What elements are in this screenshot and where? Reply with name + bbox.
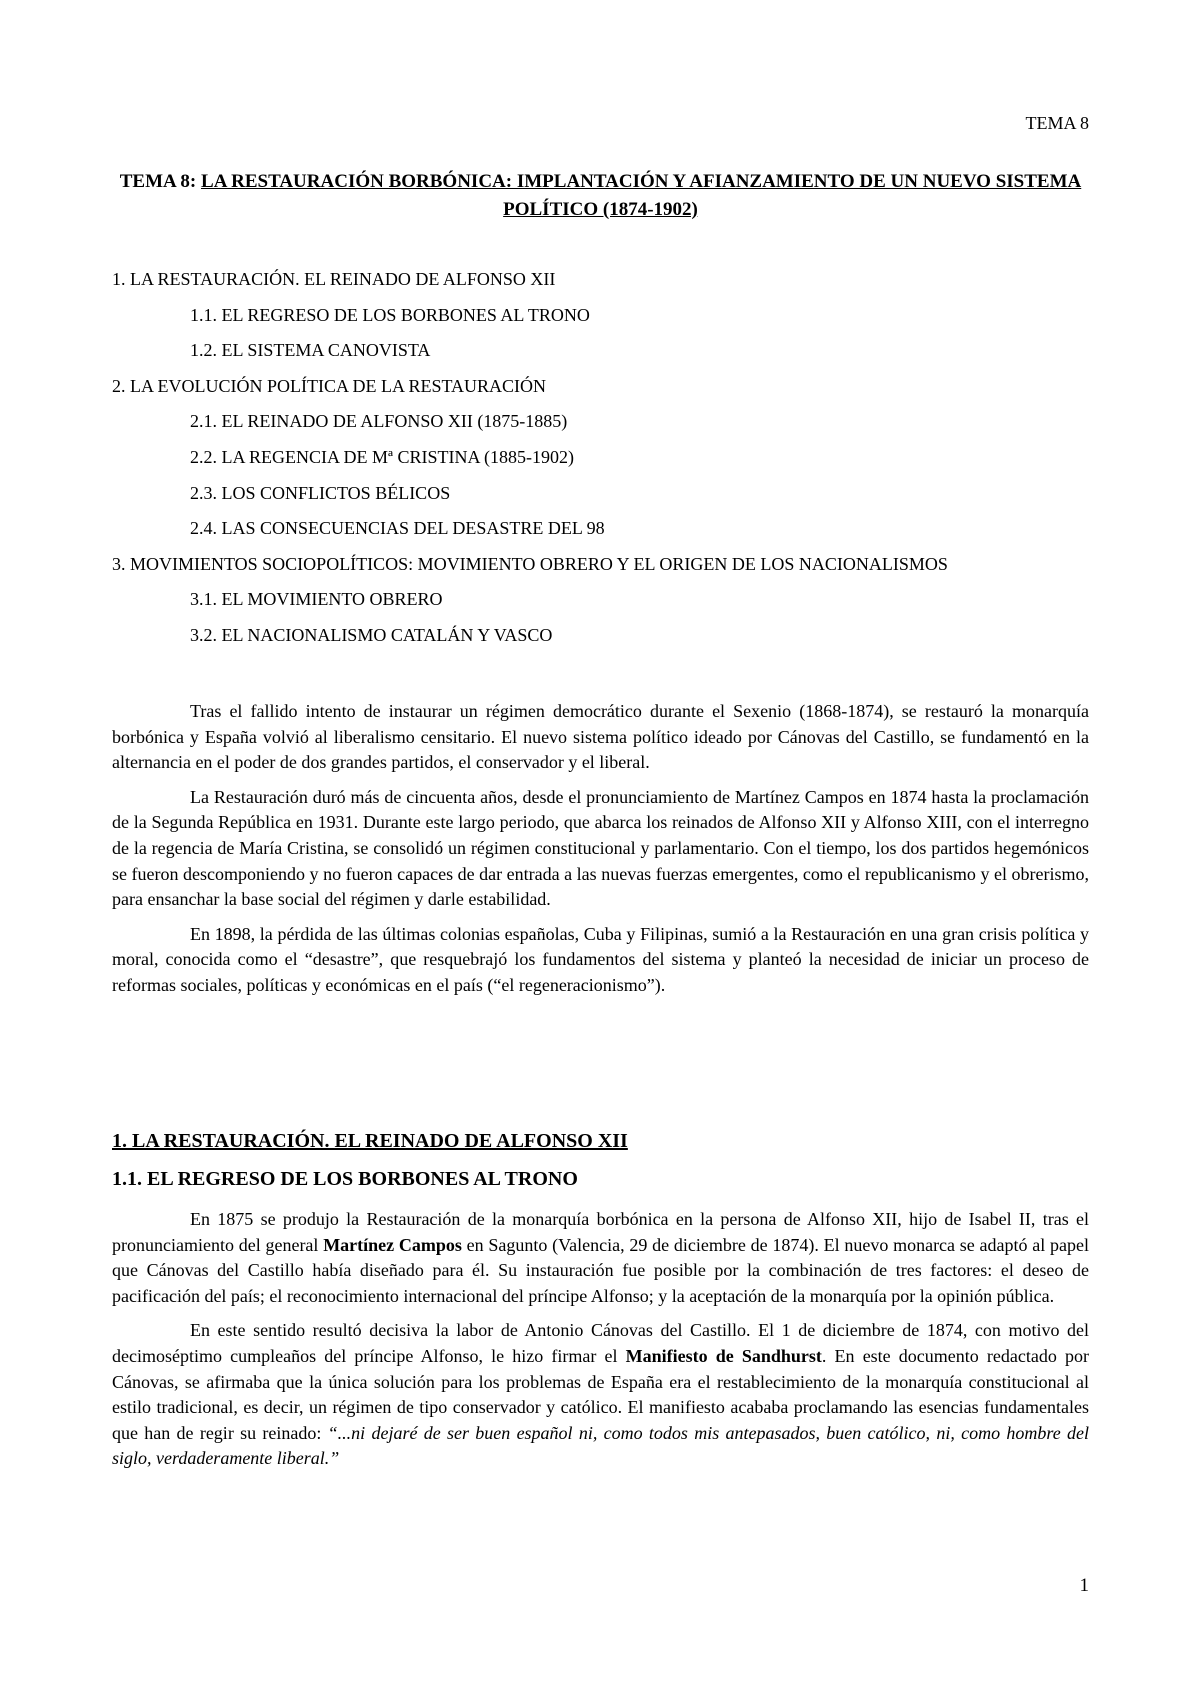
- section-heading: 1. LA RESTAURACIÓN. EL REINADO DE ALFONSO XII: [112, 1130, 628, 1152]
- paragraph-text: En este sentido resultó decisiva la labor de Antonio Cánovas del Castillo. El 1 de diciembre de 1874, con motivo del decimoséptimo cumpleaños del príncipe Alfonso, le hizo firmar el: [112, 1320, 1089, 1366]
- toc-item: 1. LA RESTAURACIÓN. EL REINADO DE ALFONSO XII: [112, 269, 556, 289]
- section1-body: [112, 1207, 1089, 1481]
- toc-item: 1.1. EL REGRESO DE LOS BORBONES AL TRONO: [190, 304, 590, 325]
- document-title: [112, 168, 1089, 224]
- toc-item: 2.3. LOS CONFLICTOS BÉLICOS: [190, 482, 451, 503]
- toc-item: 2.1. EL REINADO DE ALFONSO XII (1875-1885): [190, 411, 568, 432]
- toc-item: 3.2. EL NACIONALISMO CATALÁN Y VASCO: [190, 624, 553, 645]
- toc-item: 3. MOVIMIENTOS SOCIOPOLÍTICOS: MOVIMIENTO OBRERO Y EL ORIGEN DE LOS NACIONALISMOS: [112, 553, 948, 574]
- paragraph-text: . En este documento redactado por Cánovas, se afirmaba que la única solución para los problemas de España era el restablecimiento de la monarquía constitucional al estilo tradicional, es decir, un régimen de tipo conservador y católico. El manifiesto acababa proclamando las esencias fundamentales que han de regir su reinado:: [112, 1345, 1090, 1443]
- intro-paragraph: Tras el fallido intento de instaurar un régimen democrático durante el Sexenio (1868-1874), se restauró la monarquía borbónica y España volvió al liberalismo censitario. El nuevo sistema político ideado por Cánovas del Castillo, se fundamentó en la alternancia en el poder de dos grandes partidos, el conservador y el liberal.: [112, 701, 1089, 773]
- title-text: LA RESTAURACIÓN BORBÓNICA: IMPLANTACIÓN Y AFIANZAMIENTO DE UN NUEVO SISTEMA POLÍTICO (1874-1902): [201, 171, 1082, 220]
- table-of-contents: [112, 265, 1092, 657]
- manifesto-quote: “...ni dejaré de ser buen español ni, como todos mis antepasados, buen católico, ni, como hombre del siglo, verdaderamente liberal.”: [112, 1422, 1089, 1469]
- bold-term: Martínez Campos: [323, 1234, 462, 1255]
- toc-item: 2.4. LAS CONSECUENCIAS DEL DESASTRE DEL 98: [190, 518, 605, 539]
- paragraph-text: en Sagunto (Valencia, 29 de diciembre de 1874). El nuevo monarca se adaptó al papel que Cánovas del Castillo había diseñado para él. Su instauración fue posible por la combinación de tres factores: el deseo de pacificación del país; el reconocimiento internacional del príncipe Alfonso; y la aceptación de la monarquía por la opinión pública.: [112, 1234, 1089, 1306]
- subsection-heading: 1.1. EL REGRESO DE LOS BORBONES AL TRONO: [112, 1168, 578, 1190]
- toc-item: 2. LA EVOLUCIÓN POLÍTICA DE LA RESTAURACIÓN: [112, 375, 547, 396]
- bold-term: Manifiesto de Sandhurst: [625, 1345, 822, 1366]
- running-header: TEMA 8: [1025, 113, 1089, 133]
- intro-paragraph: La Restauración duró más de cincuenta años, desde el pronunciamiento de Martínez Campos en 1874 hasta la proclamación de la Segunda República en 1931. Durante este largo periodo, que abarca los reinados de Alfonso XII y Alfonso XIII, con el interregno de la regencia de María Cristina, se consolidó un régimen constitucional y parlamentario. Con el tiempo, los dos partidos hegemónicos se fueron descomponiendo y no fueron capaces de dar entrada a las nuevas fuerzas emergentes, como el republicanismo y el obrerismo, para ensanchar la base social del régimen y darle estabilidad.: [112, 786, 1089, 910]
- title-prefix: TEMA 8:: [119, 171, 202, 192]
- page-number: 1: [1079, 1575, 1089, 1596]
- section-paragraph: [112, 1318, 1089, 1472]
- toc-item: 1.2. EL SISTEMA CANOVISTA: [190, 340, 431, 361]
- toc-item: 3.1. EL MOVIMIENTO OBRERO: [190, 589, 443, 610]
- section-paragraph: [112, 1207, 1089, 1309]
- toc-item: 2.2. LA REGENCIA DE Mª CRISTINA (1885-1902): [190, 446, 574, 467]
- intro-section: [112, 699, 1089, 1008]
- paragraph-text: En 1875 se produjo la Restauración de la monarquía borbónica en la persona de Alfonso XII, hijo de Isabel II, tras el pronunciamiento del general: [112, 1209, 1089, 1255]
- intro-paragraph: En 1898, la pérdida de las últimas colonias españolas, Cuba y Filipinas, sumió a la Restauración en una gran crisis política y moral, conocida como el “desastre”, que resquebrajó los fundamentos del sistema y planteó la necesidad de iniciar un proceso de reformas sociales, políticas y económicas en el país (“el regeneracionismo”).: [112, 923, 1089, 995]
